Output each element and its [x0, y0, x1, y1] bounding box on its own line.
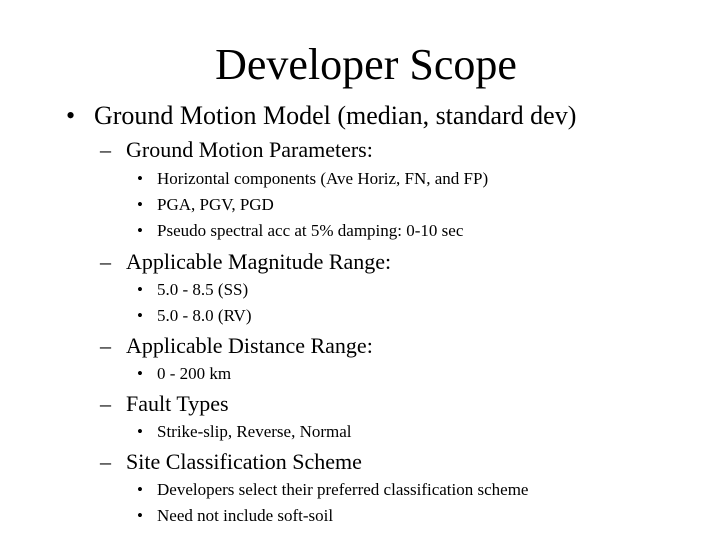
bullet-icon: •: [137, 480, 143, 499]
section-heading-text: Site Classification Scheme: [126, 449, 362, 474]
list-item-text: PGA, PGV, PGD: [157, 195, 274, 214]
dash-icon: –: [100, 249, 111, 274]
dash-icon: –: [100, 333, 111, 358]
bullet-icon: •: [137, 195, 143, 214]
list-item-text: Strike-slip, Reverse, Normal: [157, 422, 352, 441]
main-point-text: Ground Motion Model (median, standard dev): [94, 101, 577, 130]
bullet-icon: •: [137, 306, 143, 325]
list-item-text: 0 - 200 km: [157, 364, 232, 383]
list-item-text: Horizontal components (Ave Horiz, FN, and FP): [157, 169, 489, 188]
section-heading-text: Fault Types: [126, 391, 229, 416]
bullet-icon: •: [137, 506, 143, 525]
section-heading-text: Ground Motion Parameters:: [126, 137, 373, 162]
dash-icon: –: [100, 391, 111, 416]
section-heading-text: Applicable Magnitude Range:: [126, 249, 392, 274]
bullet-icon: •: [137, 280, 143, 299]
bullet-icon: •: [137, 422, 143, 441]
list-item-text: Developers select their preferred classification scheme: [157, 480, 529, 499]
bullet-icon: •: [137, 364, 143, 383]
bullet-icon: •: [137, 169, 143, 188]
section-heading-text: Applicable Distance Range:: [126, 333, 373, 358]
list-item-text: 5.0 - 8.5 (SS): [157, 280, 249, 299]
slide-title: Developer Scope: [215, 40, 517, 89]
dash-icon: –: [100, 449, 111, 474]
bullet-icon: •: [66, 101, 76, 130]
list-item-text: Pseudo spectral acc at 5% damping: 0-10 sec: [157, 221, 464, 240]
list-item-text: 5.0 - 8.0 (RV): [157, 306, 252, 325]
bullet-icon: •: [137, 221, 143, 240]
list-item-text: Need not include soft-soil: [157, 506, 334, 525]
dash-icon: –: [100, 137, 111, 162]
